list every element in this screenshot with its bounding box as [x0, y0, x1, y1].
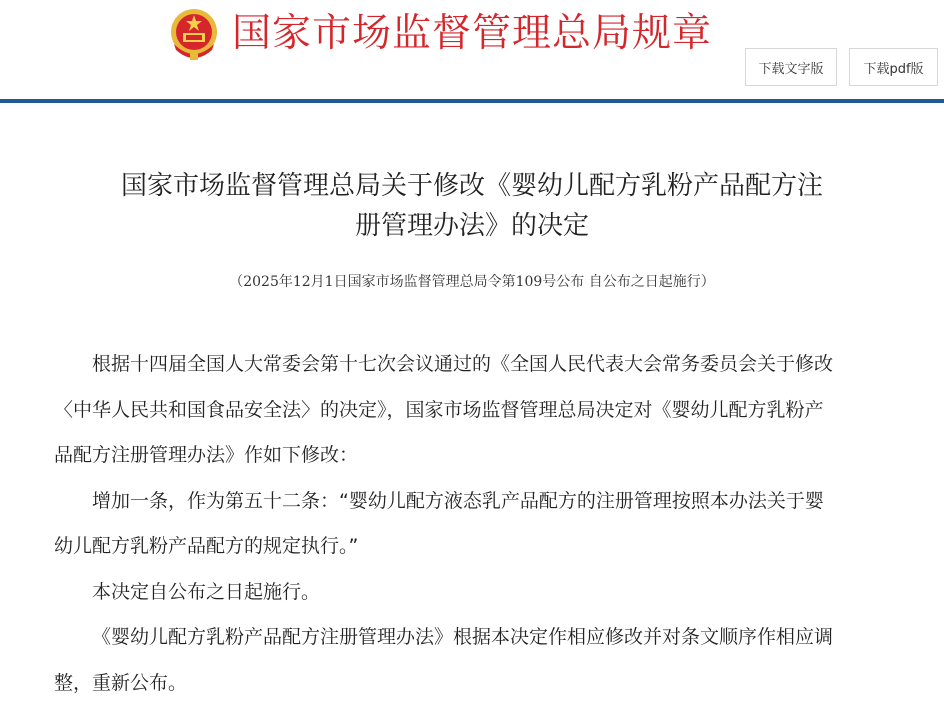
body-paragraph: 根据十四届全国人大常委会第十七次会议通过的《全国人民代表大会常务委员会关于修改〈中华人民共和国食品安全法〉的决定》，国家市场监督管理总局决定对《婴幼儿配方乳粉产品配方注册管理办法》作如下修改： — [54, 353, 834, 466]
body-paragraph: 本决定自公布之日起施行。 — [92, 580, 321, 603]
document-title-line-1: 国家市场监督管理总局关于修改《婴幼儿配方乳粉产品配方注 — [120, 171, 823, 201]
header-divider — [0, 99, 944, 103]
body-paragraph: 增加一条，作为第五十二条：“婴幼儿配方液态乳产品配方的注册管理按照本办法关于婴幼儿配方乳粉产品配方的规定执行。” — [54, 489, 824, 557]
site-header — [0, 0, 944, 100]
download-text-button[interactable]: 下载文字版 — [745, 48, 837, 86]
document-body — [54, 342, 836, 706]
document-title — [40, 166, 904, 246]
site-title: 国家市场监督管理总局规章 — [232, 11, 713, 56]
body-paragraph: 《婴幼儿配方乳粉产品配方注册管理办法》根据本决定作相应修改并对条文顺序作相应调整，重新公布。 — [54, 626, 834, 694]
national-emblem-icon — [168, 6, 220, 62]
download-pdf-button[interactable]: 下载pdf版 — [849, 48, 938, 86]
document-title-line-2: 册管理办法》的决定 — [354, 211, 589, 241]
document-publication-info: （2025年12月1日国家市场监督管理总局令第109号公布 自公布之日起施行） — [229, 274, 715, 290]
